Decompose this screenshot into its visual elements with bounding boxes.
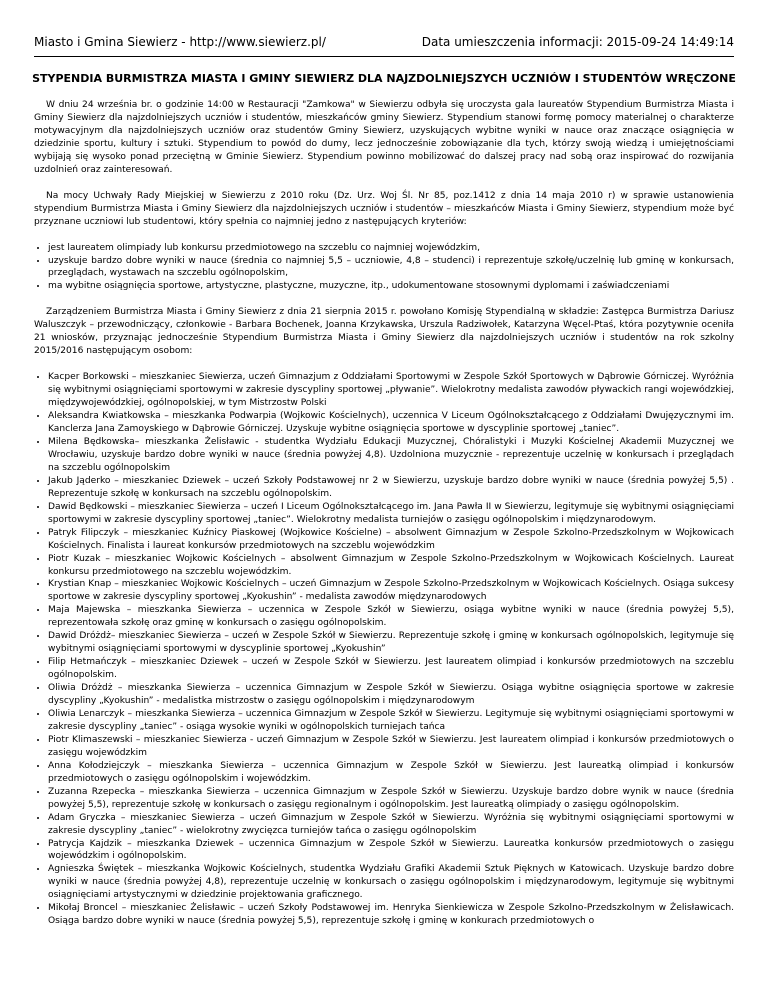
- laureate-item: • Oliwia Lenarczyk – mieszkanka Siewierza – uczennica Gimnazjum w Zespole Szkół w Siewierzu. Legitymuje się wybitnymi osiągnięciami sportowymi w zakresie dyscypliny „taniec” - osiąga wysokie wyniki w ogólnopolskich turniejach tańca: [48, 708, 734, 734]
- criteria-item: • jest laureatem olimpiady lub konkursu przedmiotowego na szczeblu co najmniej wojewódzkim,: [48, 242, 734, 255]
- resolution-paragraph: Na mocy Uchwały Rady Miejskiej w Siewierzu z 2010 roku (Dz. Urz. Woj Śl. Nr 85, poz.1412 z dnia 14 maja 2010 r) w sprawie ustanowienia stypendium Burmistrza Miasta i Gminy Siewierz dla najzdolniejszych uczniów i studentów – mieszkańców Miasta i Gminy Siewierz, stypendium może być przyznane uczniowi lub studentowi, który spełnia co najmniej jedno z następujących kryteriów:: [34, 190, 734, 227]
- laureate-item: • Patryk Filipczyk – mieszkaniec Kuźnicy Piaskowej (Wojkowice Kościelne) – absolwent Gimnazjum w Zespole Szkolno-Przedszkolnym w Wojkowicach Kościelnych. Finalista i laureat konkursów przedmiotowych na szczeblu wojewódzkim: [48, 527, 734, 553]
- laureate-item: • Oliwia Dróżdż – mieszkanka Siewierza – uczennica Gimnazjum w Zespole Szkół w Siewierzu. Osiąga wybitne osiągnięcia sportowe w zakresie dyscypliny „Kyokushin” - medalistka mistrzostw o zasięgu ogólnopolskim i międzynarodowym: [48, 682, 734, 708]
- laureates-list: [34, 371, 734, 928]
- criteria-item: • uzyskuje bardzo dobre wyniki w nauce (średnia co najmniej 5,5 – uczniowie, 4,8 – studenci) i reprezentuje szkołę/uczelnię lub gminę w konkursach, przeglądach, wystawach na szczeblu ogólnopolskim,: [48, 255, 734, 281]
- laureate-item: • Piotr Klimaszewski – mieszkaniec Siewierza - uczeń Gimnazjum w Zespole Szkół w Siewierzu. Jest laureatem olimpiad i konkursów przedmiotowych o zasięgu wojewódzkim: [48, 734, 734, 760]
- laureate-item: • Maja Majewska – mieszkanka Siewierza – uczennica w Zespole Szkół w Siewierzu, osiąga wybitne wyniki w nauce (średnia powyżej 5,5), reprezentowała szkołę oraz gminę w konkursach o zasięgu ogólnopolskim.: [48, 604, 734, 630]
- laureate-item: • Dawid Będkowski – mieszkaniec Siewierza – uczeń I Liceum Ogólnokształcącego im. Jana Pawła II w Siewierzu, legitymuje się wybitnymi osiągnięciami sportowymi w zakresie dyscypliny sportowej „taniec”. Wielokrotny medalista turniejów o zasięgu ogólnopolskim i międzynarodowym.: [48, 501, 734, 527]
- intro-paragraph: W dniu 24 września br. o godzinie 14:00 w Restauracji "Zamkowa" w Siewierzu odbyła się uroczysta gala laureatów Stypendium Burmistrza Miasta i Gminy Siewierz dla najzdolniejszych uczniów i studentów, mieszkańców gminy Siewierz. Stypendium stanowi formę pomocy materialnej o charakterze motywacyjnym dla najzdolniejszych uczniów oraz studentów Gminy Siewierz, uzyskujących wybitne wyniki w nauce oraz znaczące osiągnięcia w dziedzinie sportu, kultury i sztuki. Stypendium to powód do dumy, lecz jednocześnie zobowiązanie dla tych, którzy swoją wiedzą i umiejętnościami wybijają się wysoko ponad przeciętną w Gminie Siewierz. Stypendium powinno mobilizować do dalszej pracy nad sobą oraz inspirować do rozwijania uzdolnień oraz zainteresowań.: [34, 100, 734, 175]
- laureate-item: • Aleksandra Kwiatkowska – mieszkanka Podwarpia (Wojkowic Kościelnych), uczennica V Liceum Ogólnokształcącego z Oddziałami Dwujęzycznymi im. Kanclerza Jana Zamoyskiego w Dąbrowie Górniczej. Uzyskuje wybitne osiągnięcia sportowe w dyscyplinie sportowej „taniec”.: [48, 410, 734, 436]
- laureate-item: • Milena Będkowska– mieszkanka Żelisławic - studentka Wydziału Edukacji Muzycznej, Chóralistyki i Muzyki Kościelnej Akademii Muzycznej we Wrocławiu, uzyskuje bardzo dobre wyniki w nauce (średnia powyżej 4,8). Uzdolniona muzycznie - reprezentuje uczelnię w konkursach i przeglądach na szczeblu ogólnopolskim: [48, 436, 734, 475]
- article-body: [34, 99, 734, 941]
- laureate-item: • Jakub Jąderko – mieszkaniec Dziewek – uczeń Szkoły Podstawowej nr 2 w Siewierzu, uzyskuje bardzo dobre wyniki w nauce (średnia powyżej 5,5) . Reprezentuje szkołę w konkursach na szczeblu ogólnopolskim.: [48, 475, 734, 501]
- site-name: Miasto i Gmina Siewierz - http://www.siewierz.pl/: [34, 35, 326, 49]
- laureate-item: • Agnieszka Świętek – mieszkanka Wojkowic Kościelnych, studentka Wydziału Grafiki Akademii Sztuk Pięknych w Katowicach. Uzyskuje bardzo dobre wyniki w nauce (średnia powyżej 4,8), reprezentuje uczelnię w konkursach o zasięgu ogólnopolskim i międzynarodowym, legitymuje się wybitnymi osiągnięciami artystycznymi w dziedzinie projektowania graficznego.: [48, 863, 734, 902]
- laureate-item: • Adam Gryczka – mieszkaniec Siewierza – uczeń Gimnazjum w Zespole Szkół w Siewierzu. Wyróżnia się wybitnymi osiągnięciami sportowymi w zakresie dyscypliny „taniec” - wielokrotny zwycięzca turniejów tańca o zasięgu ogólnopolskim: [48, 812, 734, 838]
- laureate-item: • Zuzanna Rzepecka – mieszkanka Siewierza – uczennica Gimnazjum w Zespole Szkół w Siewierzu. Uzyskuje bardzo dobre wynik w nauce (średnia powyżej 5,5), reprezentuje szkołę w konkursach o zasięgu regionalnym i ogólnopolskim. Jest laureatką olimpiady o zasięgu ogólnopolskim.: [48, 786, 734, 812]
- header-divider: [34, 56, 734, 57]
- decision-paragraph: Zarządzeniem Burmistrza Miasta i Gminy Siewierz z dnia 21 sierpnia 2015 r. powołano Komisję Stypendialną w składzie: Zastępca Burmistrza Dariusz Waluszczyk – przewodniczący, członkowie - Barbara Bochenek, Joanna Krzykawska, Urszula Radziwołek, Katarzyna Węcel-Ptaś, która pozytywnie oceniła 21 wniosków, przyznając jednocześnie Stypendium Burmistrza Miasta i Gminy Siewierz dla najzdolniejszych uczniów i studentów na rok szkolny 2015/2016 następującym osobom:: [34, 307, 734, 357]
- laureate-item: • Anna Kołodziejczyk – mieszkanka Siewierza – uczennica Gimnazjum w Zespole Szkół w Siewierzu. Jest laureatką olimpiad i konkursów przedmiotowych o zasięgu ogólnopolskim i wojewódzkim.: [48, 760, 734, 786]
- laureate-item: • Kacper Borkowski – mieszkaniec Siewierza, uczeń Gimnazjum z Oddziałami Sportowymi w Zespole Szkół Sportowych w Dąbrowie Górniczej. Wyróżnia się wybitnymi osiągnięciami sportowymi w zakresie dyscypliny sportowej „pływanie”. Wielokrotny medalista zawodów pływackich rangi wojewódzkiej, międzywojewódzkiej, ogólnopolskiej, w tym Mistrzostw Polski: [48, 371, 734, 410]
- publish-date: Data umieszczenia informacji: 2015-09-24 14:49:14: [421, 35, 734, 49]
- laureate-item: • Patrycja Kajdzik – mieszkanka Dziewek – uczennica Gimnazjum w Zespole Szkół w Siewierzu. Laureatka konkursów przedmiotowych o zasięgu wojewódzkim i ogólnopolskim.: [48, 838, 734, 864]
- article-title: STYPENDIA BURMISTRZA MIASTA I GMINY SIEWIERZ DLA NAJZDOLNIEJSZYCH UCZNIÓW I STUDENTÓW WRĘCZONE: [32, 72, 736, 85]
- laureate-item: • Piotr Kuzak – mieszkaniec Wojkowic Kościelnych – absolwent Gimnazjum w Zespole Szkolno-Przedszkolnym w Wojkowicach Kościelnych. Laureat konkursu przedmiotowego na szczeblu wojewódzkim.: [48, 553, 734, 579]
- laureate-item: • Mikołaj Broncel – mieszkaniec Żelisławic – uczeń Szkoły Podstawowej im. Henryka Sienkiewicza w Zespole Szkolno-Przedszkolnym w Żelisławicach. Osiąga bardzo dobre wyniki w nauce (średnia powyżej 5,5), reprezentuje szkołę i gminę w konkurach przedmiotowych o: [48, 902, 734, 928]
- laureate-item: • Krystian Knap – mieszkaniec Wojkowic Kościelnych – uczeń Gimnazjum w Zespole Szkolno-Przedszkolnym w Wojkowicach Kościelnych. Osiąga sukcesy sportowe w zakresie dyscypliny sportowej „Kyokushin” - medalista zawodów międzynarodowych: [48, 578, 734, 604]
- laureate-item: • Dawid Dróżdż– mieszkaniec Siewierza – uczeń w Zespole Szkół w Siewierzu. Reprezentuje szkołę i gminę w konkursach ogólnopolskich, legitymuje się wybitnymi osiągnięciami sportowymi w dyscyplinie sportowej „Kyokushin”: [48, 630, 734, 656]
- page-header: [34, 34, 734, 50]
- criteria-item: • ma wybitne osiągnięcia sportowe, artystyczne, plastyczne, muzyczne, itp., udokumentowane stosownymi dyplomami i zaświadczeniami: [48, 280, 734, 293]
- criteria-list: [34, 242, 734, 294]
- laureate-item: • Filip Hetmańczyk – mieszkaniec Dziewek – uczeń w Zespole Szkół w Siewierzu. Jest laureatem olimpiad i konkursów przedmiotowych na szczeblu ogólnopolskim.: [48, 656, 734, 682]
